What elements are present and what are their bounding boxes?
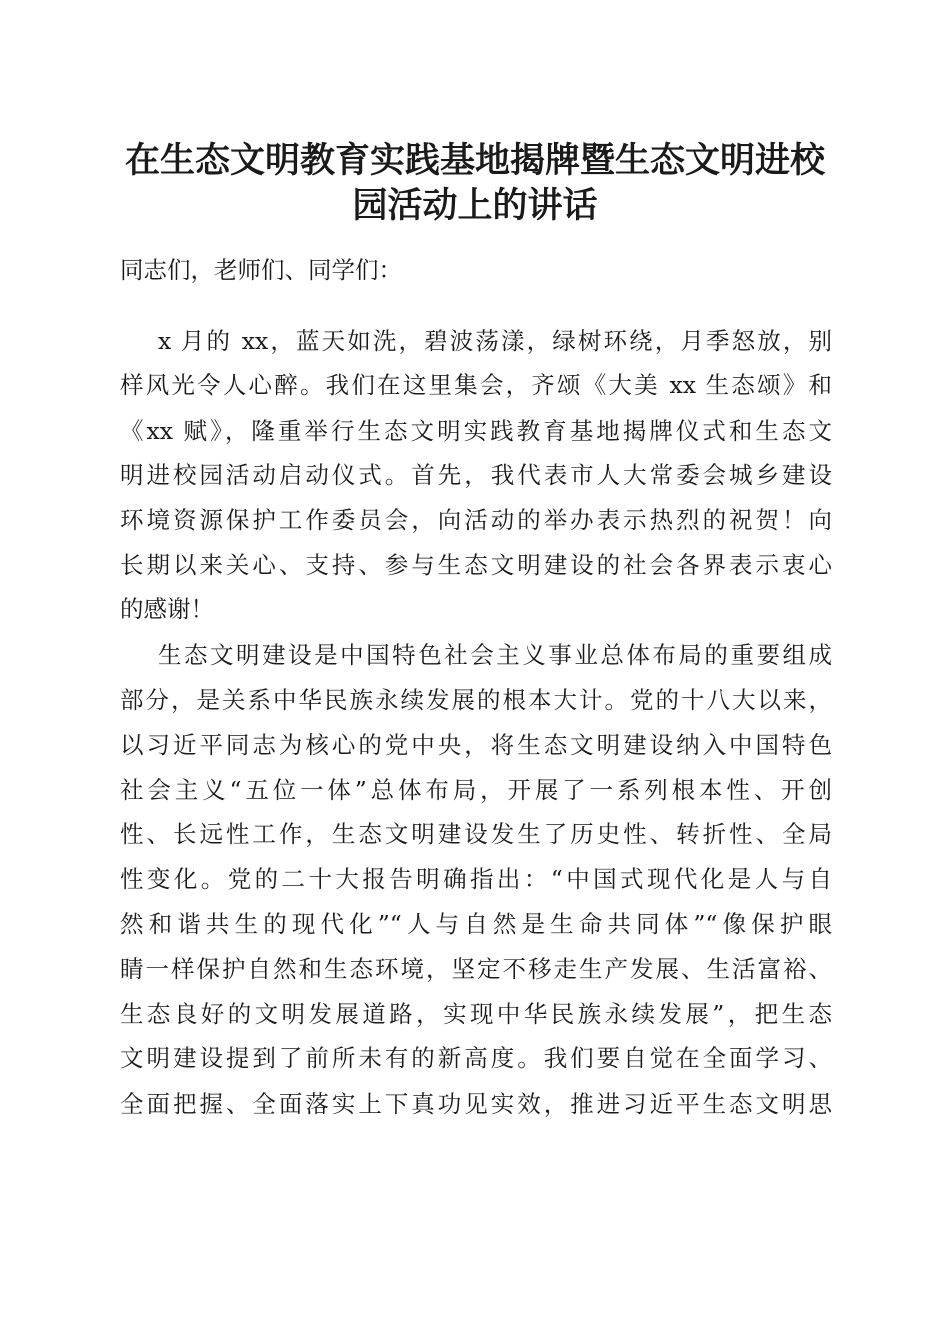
- paragraph-2-line: 然和谐共生的现代化”“人与自然是生命共同体”“像保护眼: [120, 910, 832, 938]
- paragraph-2-line: 社会主义“五位一体”总体布局，开展了一系列根本性、开创: [120, 776, 832, 804]
- document-title-line-1: 在生态文明教育实践基地揭牌暨生态文明进校: [124, 140, 825, 181]
- paragraph-1-line: 明进校园活动启动仪式。首先，我代表市人大常委会城乡建设: [120, 461, 832, 489]
- paragraph-2-line: 以习近平同志为核心的党中央，将生态文明建设纳入中国特色: [120, 731, 832, 759]
- paragraph-2-line: 性变化。党的二十大报告明确指出：“中国式现代化是人与自: [120, 865, 832, 893]
- paragraph-1-line: x 月的 xx，蓝天如洗，碧波荡漾，绿树环绕，月季怒放，别: [158, 327, 832, 355]
- paragraph-2-line: 生态良好的文明发展道路，实现中华民族永续发展”，把生态: [120, 1000, 832, 1028]
- document-title-line-2: 园活动上的讲话: [352, 185, 598, 226]
- paragraph-2-line: 全面把握、全面落实上下真功见实效，推进习近平生态文明思: [120, 1090, 832, 1118]
- paragraph-2-line: 睛一样保护自然和生态环境，坚定不移走生产发展、生活富裕、: [120, 955, 832, 983]
- paragraph-1-line: 《xx 赋》，隆重举行生态文明实践教育基地揭牌仪式和生态文: [120, 417, 832, 445]
- paragraph-1-line: 环境资源保护工作委员会，向活动的举办表示热烈的祝贺！向: [120, 506, 832, 534]
- paragraph-1-line: 样风光令人心醉。我们在这里集会，齐颂《大美 xx 生态颂》和: [120, 371, 832, 399]
- paragraph-1-line: 长期以来关心、支持、参与生态文明建设的社会各界表示衷心: [120, 551, 832, 579]
- salutation: 同志们，老师们、同学们：: [120, 256, 402, 284]
- paragraph-2-line: 生态文明建设是中国特色社会主义事业总体布局的重要组成: [158, 641, 832, 669]
- paragraph-2-line: 文明建设提到了前所未有的新高度。我们要自觉在全面学习、: [120, 1044, 832, 1072]
- paragraph-2-line: 部分，是关系中华民族永续发展的根本大计。党的十八大以来，: [120, 686, 832, 714]
- paragraph-2-line: 性、长远性工作，生态文明建设发生了历史性、转折性、全局: [120, 820, 832, 848]
- paragraph-1-line: 的感谢！: [120, 595, 214, 623]
